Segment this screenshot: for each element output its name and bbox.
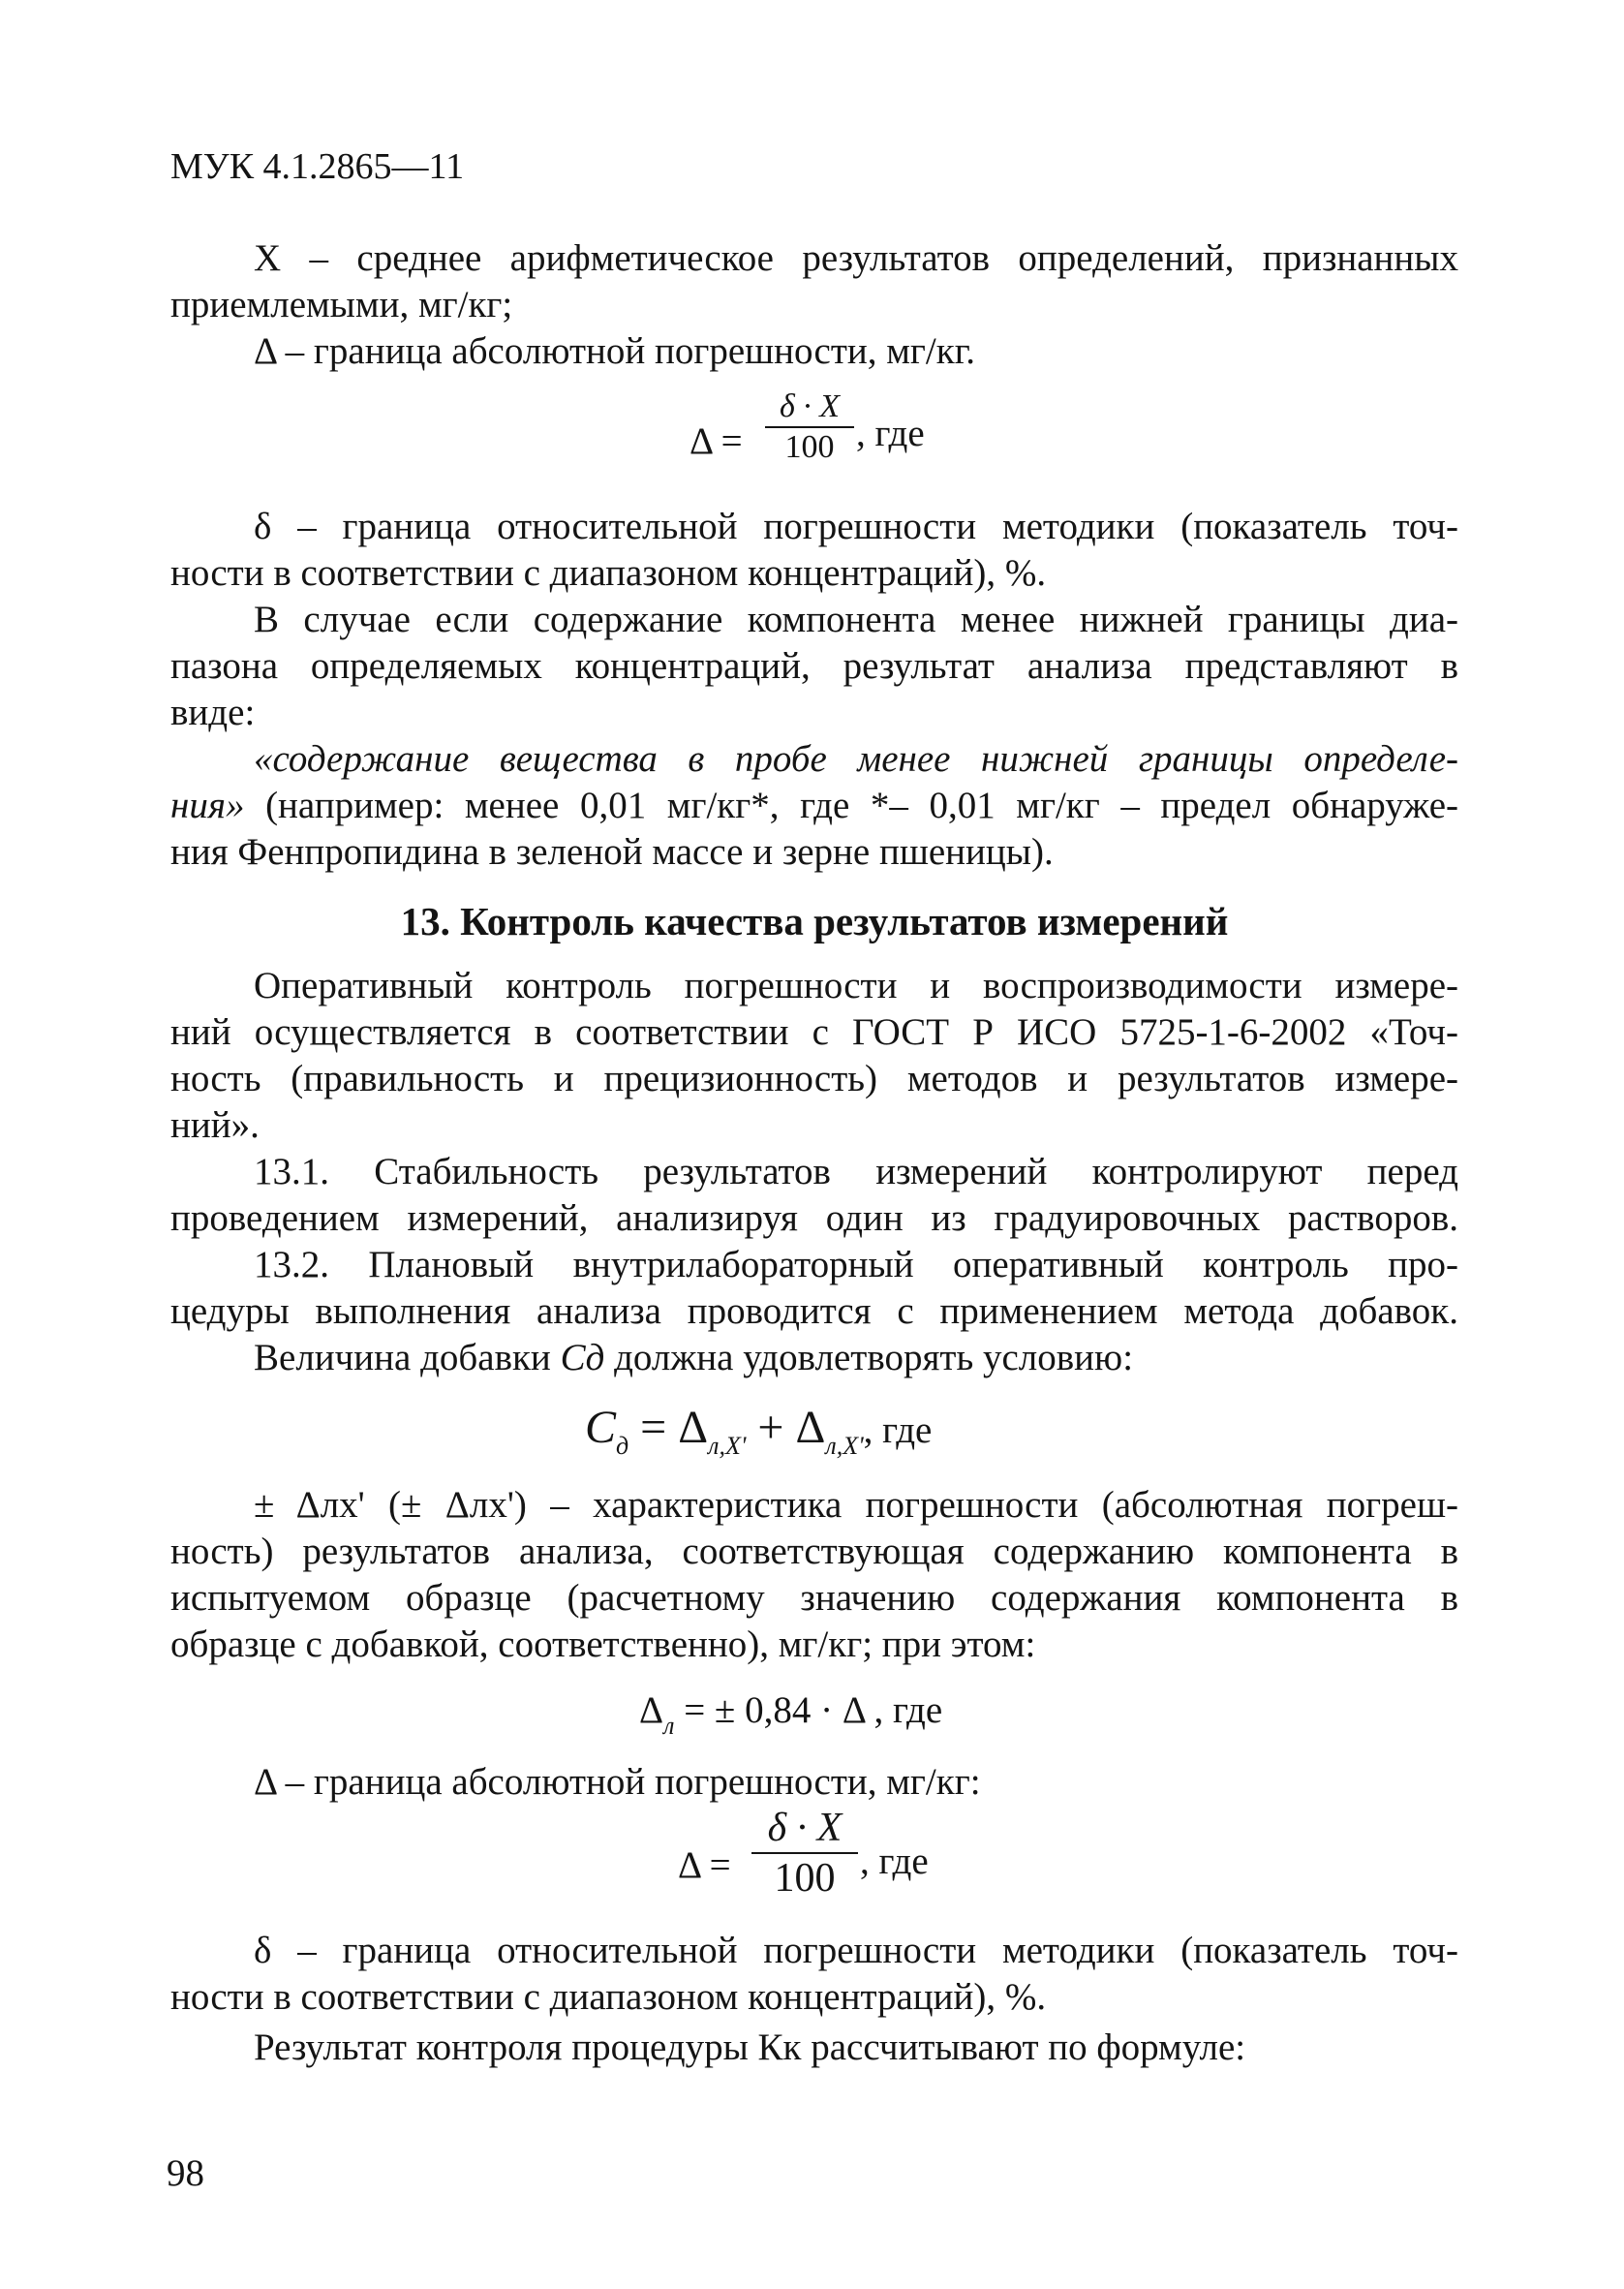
text-line: ность (правильность и прецизионность) методов и результатов измере- (170, 1058, 1458, 1099)
text-line: 13.1. Стабильность результатов измерений контролируют перед (254, 1151, 1458, 1192)
text-line (170, 783, 1458, 829)
formula-subscript: л (663, 1712, 675, 1740)
formula-suffix: , где (856, 413, 925, 454)
text-line: приемлемыми, мг/кг; (170, 284, 513, 325)
text-line: X – среднее арифметическое результатов определений, признанных (254, 237, 1458, 279)
text-line: проведением измерений, анализируя один из градуировочных растворов. (170, 1197, 1458, 1239)
formula-delta-lhs: Δ = (689, 420, 743, 462)
plain-text: Величина добавки (254, 1337, 561, 1378)
text-line: испытуемом образце (расчетному значению содержания компонента в (170, 1577, 1458, 1619)
text-line: Результат контроля процедуры Кк рассчитывают по формуле: (254, 2026, 1246, 2068)
text-line: δ – граница относительной погрешности методики (показатель точ- (254, 1930, 1458, 1971)
formula-delta-fraction (765, 387, 854, 467)
text-line: ность) результатов анализа, соответствующая содержанию компонента в (170, 1531, 1458, 1572)
text-line: виде: (170, 692, 256, 733)
formula-variable: C (585, 1402, 617, 1453)
formula-operator: = (628, 1402, 679, 1453)
formula-subscript: д (616, 1432, 629, 1460)
formula-subscript: л,X' (825, 1432, 864, 1460)
text-line: образце с добавкой, соответственно), мг/кг; при этом: (170, 1624, 1036, 1665)
document-code-header: МУК 4.1.2865—11 (170, 146, 465, 187)
formula-additive-condition (585, 1402, 933, 1460)
formula-delta-fraction (751, 1804, 858, 1902)
variable-cd: Cд (560, 1337, 605, 1378)
text-line: ния Фенпропидина в зеленой массе и зерне пшеницы). (170, 831, 1054, 873)
formula-delta-l (639, 1687, 942, 1738)
text-line: Δ – граница абсолютной погрешности, мг/кг. (254, 330, 976, 372)
formula-operator: + (746, 1402, 796, 1453)
text-line: δ – граница относительной погрешности методики (показатель точ- (254, 506, 1458, 547)
formula-delta-lhs: Δ = (678, 1844, 731, 1886)
plain-text: (например: менее 0,01 мг/кг*, где *– 0,01 мг/кг – предел обнаруже- (244, 785, 1458, 826)
formula-suffix: , где (863, 1409, 933, 1451)
fraction-numerator: δ · X (779, 388, 841, 424)
text-line: ности в соответствии с диапазоном концентраций), %. (170, 552, 1047, 594)
text-line: ности в соответствии с диапазоном концентраций), %. (170, 1976, 1047, 2018)
plain-text: должна удовлетворять условию: (604, 1337, 1134, 1378)
text-line: «содержание вещества в пробе менее нижней границы определе- (254, 738, 1458, 780)
formula-suffix: , где (860, 1840, 929, 1882)
fraction-denominator: 100 (784, 429, 835, 465)
formula-delta: Δ (639, 1689, 664, 1731)
formula-delta: Δ (795, 1402, 826, 1453)
formula-rhs: = ± 0,84 · Δ , где (674, 1689, 943, 1731)
text-line: В случае если содержание компонента менее нижней границы диа- (254, 599, 1458, 640)
section-heading: 13. Контроль качества результатов измерений (400, 899, 1229, 943)
text-line (254, 1335, 1458, 1381)
text-line: ний». (170, 1104, 260, 1146)
text-line: 13.2. Плановый внутрилабораторный оперативный контроль про- (254, 1244, 1458, 1285)
text-line: ± Δлх' (± Δлх') – характеристика погрешности (абсолютная погреш- (254, 1484, 1458, 1526)
text-line: Оперативный контроль погрешности и воспроизводимости измере- (254, 965, 1458, 1006)
formula-subscript: л,X' (708, 1432, 747, 1460)
text-line: цедуры выполнения анализа проводится с применением метода добавок. (170, 1290, 1458, 1332)
italic-text: ния» (170, 785, 245, 826)
text-line: Δ – граница абсолютной погрешности, мг/кг: (254, 1761, 981, 1803)
formula-delta: Δ (678, 1402, 709, 1453)
text-line: ний осуществляется в соответствии с ГОСТ Р ИСО 5725-1-6-2002 «Точ- (170, 1011, 1458, 1053)
fraction-numerator: δ · X (767, 1806, 843, 1850)
page-number: 98 (167, 2152, 204, 2194)
text-line: пазона определяемых концентраций, результат анализа представляют в (170, 645, 1458, 687)
fraction-denominator: 100 (774, 1856, 836, 1901)
